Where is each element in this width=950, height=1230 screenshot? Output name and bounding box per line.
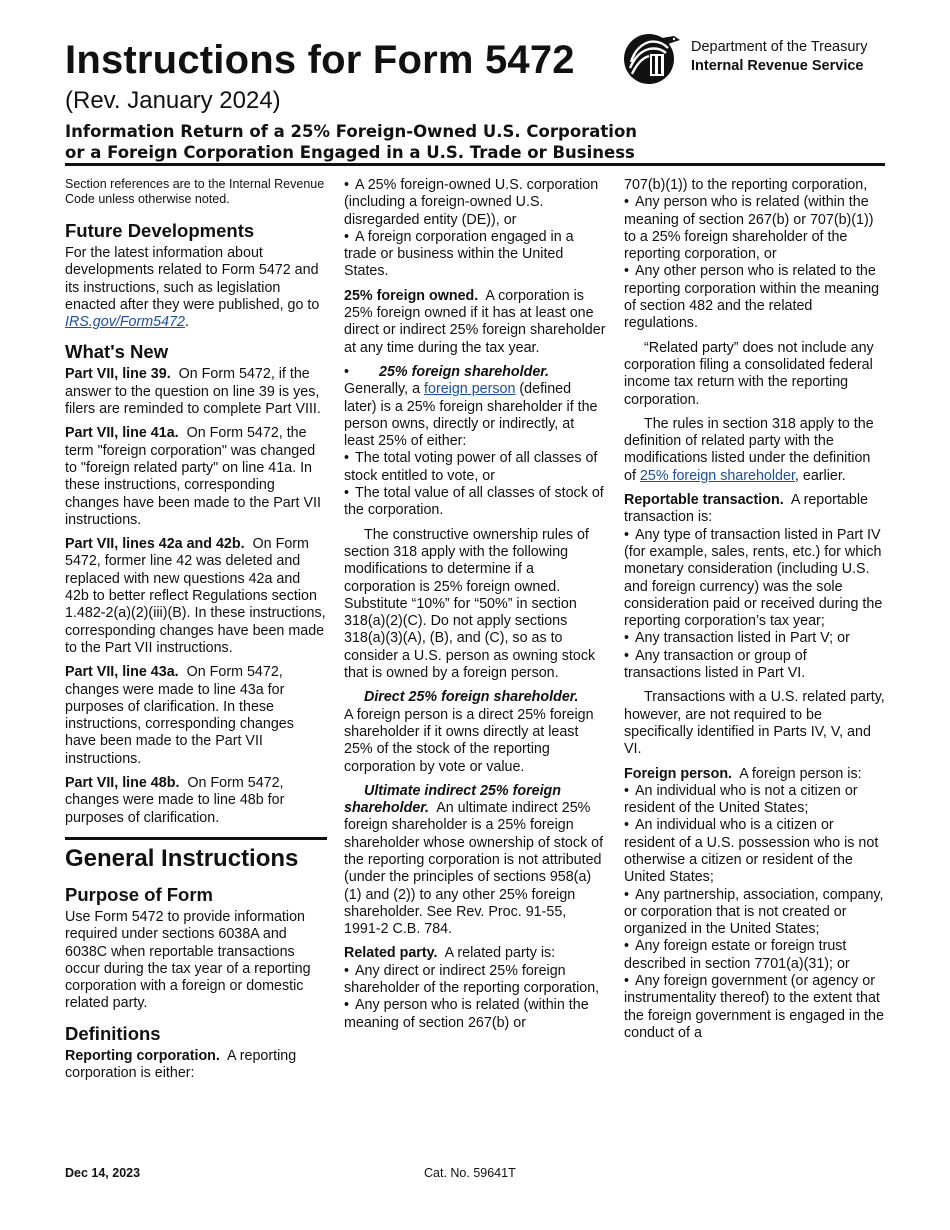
list-item: • The total value of all classes of stock of the corporation. [344,485,606,520]
foreign-person-link[interactable]: foreign person [424,381,516,398]
column-1 [65,177,327,1089]
future-developments-text [65,245,327,331]
list-item: • An individual who is a citizen or resident of a U.S. possession who is not otherwise a citizen or resident of the United States; [624,817,886,886]
list-item: • Any direct or indirect 25% foreign shareholder of the reporting corporation, [344,963,606,998]
us-related-text: Transactions with a U.S. related party, however, are not required to be specifically identified in Parts IV, V, and VI. [624,689,885,758]
run-in-heading: Reporting corporation. [65,1047,220,1064]
list-item: • Any partnership, association, company, or corporation that is not created or organized in the United States; [624,887,886,939]
whats-new-item [65,425,327,529]
list-item: • An individual who is not a citizen or resident of the United States; [624,783,886,818]
run-in-heading: Related party. [344,945,438,962]
whats-new-item [65,366,327,418]
definitions-heading: Definitions [65,1022,161,1044]
item-text: A corporation is 25% foreign owned if it has at least one direct or indirect 25% foreign shareholder at any time during the tax year. [344,287,606,356]
reportable-transaction-def [624,492,886,527]
run-in-heading: Reportable transaction. [624,492,784,509]
column-2 [344,177,606,1032]
item-text: On Form 5472, former line 42 was deleted and replaced with new questions 42a and 42b to better reflect Regulations section 1.482-2(a)(2)(iii)(B). In these instructions, corresponding changes have been made to the Part VII instructions. [65,536,326,656]
item-text: On Form 5472, if the answer to the question on line 39 is yes, filers are reminded to complete Part VIII. [65,366,321,418]
run-in-heading: Foreign person. [624,765,733,782]
list-item: • Any type of transaction listed in Part IV (for example, sales, rents, etc.) for which monetary consideration (including U.S. and foreign currency) was the sole consideration paid or received during the reporting corporation’s tax year; [624,527,886,631]
agency-line-2: Internal Revenue Service [691,58,864,74]
rules-pre: The rules in section 318 apply to the definition of related party with the modifications listed under the definition of [624,415,874,484]
subtitle-line-2: or a Foreign Corporation Engaged in a U.S. Trade or Business [65,143,635,162]
revision-date: (Rev. January 2024) [65,87,281,114]
run-in-heading: Part VII, line 39. [65,366,171,383]
item-text: A related party is: [444,945,556,962]
item-text: A foreign person is a direct 25% foreign shareholder if it owns directly at least 25% of the stock of the reporting corporation by vote or value. [344,706,594,775]
fs-pre: Generally, a [344,381,421,398]
run-in-heading: Part VII, lines 42a and 42b. [65,536,245,553]
future-end: . [185,314,189,331]
future-text: For the latest information about developments related to Form 5472 and its instructions, such as legislation enacted after they were published, go to [65,245,320,313]
list-item: • Any person who is related (within the meaning of section 267(b) or 707(b)(1)) to a 25% foreign shareholder of the reporting corporation, or [624,194,886,263]
footer-catalog-number: Cat. No. 59641T [424,1166,516,1180]
continued-text: 707(b)(1)) to the reporting corporation, [624,177,868,193]
footer-date: Dec 14, 2023 [65,1166,141,1180]
reporting-corporation-def [65,1048,327,1083]
column-3 [624,177,886,1042]
related-party-def [344,945,606,962]
general-instructions-heading: General Instructions [65,837,327,874]
whats-new-heading: What's New [65,341,169,363]
whats-new-item [65,664,327,768]
direct-shareholder-def [344,689,606,775]
agency-line-1: Department of the Treasury [691,39,868,55]
run-in-heading: Ultimate indirect 25% foreign shareholder. [344,782,562,817]
foreign-person-def [624,766,886,783]
item-text: A reporting corporation is either: [65,1047,297,1081]
page-title: Instructions for Form 5472 [65,38,575,82]
fs-post: (defined later) is a 25% foreign shareholder if the person owns, directly or indirectly, at least 25% of either: [344,381,598,450]
not-include-text: “Related party” does not include any corporation filing a consolidated federal income tax return with the reporting corporation. [624,339,874,408]
item-text: On Form 5472, changes were made to line 43a for purposes of clarification. In these instructions, corresponding changes have been made to the Part VII instructions. [65,664,294,767]
item-text: A foreign person is: [739,765,862,782]
list-item: • Any foreign estate or foreign trust described in section 7701(a)(31); or [624,938,886,973]
run-in-heading: Part VII, line 43a. [65,664,179,681]
list-item: • Any other person who is related to the reporting corporation within the meaning of section 482 and the related regulations. [624,263,886,332]
future-developments-heading: Future Developments [65,220,255,241]
list-item: • Any foreign government (or agency or instrumentality thereof) to the extent that the foreign government is engaged in the conduct of a [624,973,886,1042]
run-in-heading: 25% foreign shareholder. [379,363,550,380]
header-divider [65,163,885,166]
purpose-heading: Purpose of Form [65,883,214,905]
item-text: On Form 5472, the term "foreign corporation" was changed to "foreign related party" on line 41a. In these instructions, corresponding changes have been made to the Part VII instructions. [65,425,321,528]
subtitle-line-1: Information Return of a 25% Foreign-Owned U.S. Corporation [65,122,638,141]
agency-name [691,38,868,76]
foreign-shareholder-def [344,364,606,450]
run-in-heading: Direct 25% foreign shareholder. [364,689,579,706]
rules-318-text [624,416,886,485]
foreign-shareholder-link[interactable]: 25% foreign shareholder [639,467,795,484]
list-item: • The total voting power of all classes of stock entitled to vote, or [344,450,606,485]
item-text: On Form 5472, changes were made to line 48b for purposes of clarification. [65,775,285,826]
rules-post: , earlier. [794,467,846,484]
list-item: • Any transaction or group of transactions listed in Part VI. [624,648,886,683]
list-item: • Any person who is related (within the meaning of section 267(b) or [344,997,606,1032]
purpose-text: Use Form 5472 to provide information required under sections 6038A and 6038C when reportable transactions occur during the tax year of a reporting corporation with a foreign or domestic related party. [65,908,311,1012]
list-item: • A 25% foreign-owned U.S. corporation (including a foreign-owned U.S. disregarded entity (DE)), or [344,177,606,229]
item-text: A reportable transaction is: [624,492,868,526]
whats-new-item [65,536,327,657]
whats-new-item [65,775,327,827]
list-item: • A foreign corporation engaged in a trade or business within the United States. [344,229,606,281]
run-in-heading: Part VII, line 41a. [65,425,179,442]
form-subtitle [65,121,637,163]
ultimate-shareholder-def [344,783,606,939]
irs-eagle-logo-icon [622,32,684,86]
foreign-owned-def [344,288,606,357]
run-in-heading: 25% foreign owned. [344,287,479,304]
list-item: • Any transaction listed in Part V; or [624,630,886,647]
item-text: An ultimate indirect 25% foreign shareholder is a 25% foreign shareholder whose ownership of stock of the reporting corporation is not attributed (under the principles of sections 958(a)(1) and (2)) to any other 25% foreign shareholder. See Rev. Proc. 91-55, 1991-2 C.B. 784. [344,800,604,938]
irs-form5472-link[interactable]: IRS.gov/Form5472 [65,314,185,331]
constructive-ownership-text: The constructive ownership rules of section 318 apply with the following modifications to determine if a corporation is 25% foreign owned. Substitute “10%” for “50%” in section 318(a)(2)(C). Do not apply sections 318(a)(3)(A), (B), and (C), so as to consider a U.S. person as owning stock that is owned by a foreign person. [344,526,596,682]
run-in-heading: Part VII, line 48b. [65,775,180,792]
section-note: Section references are to the Internal Revenue Code unless otherwise noted. [65,177,325,206]
